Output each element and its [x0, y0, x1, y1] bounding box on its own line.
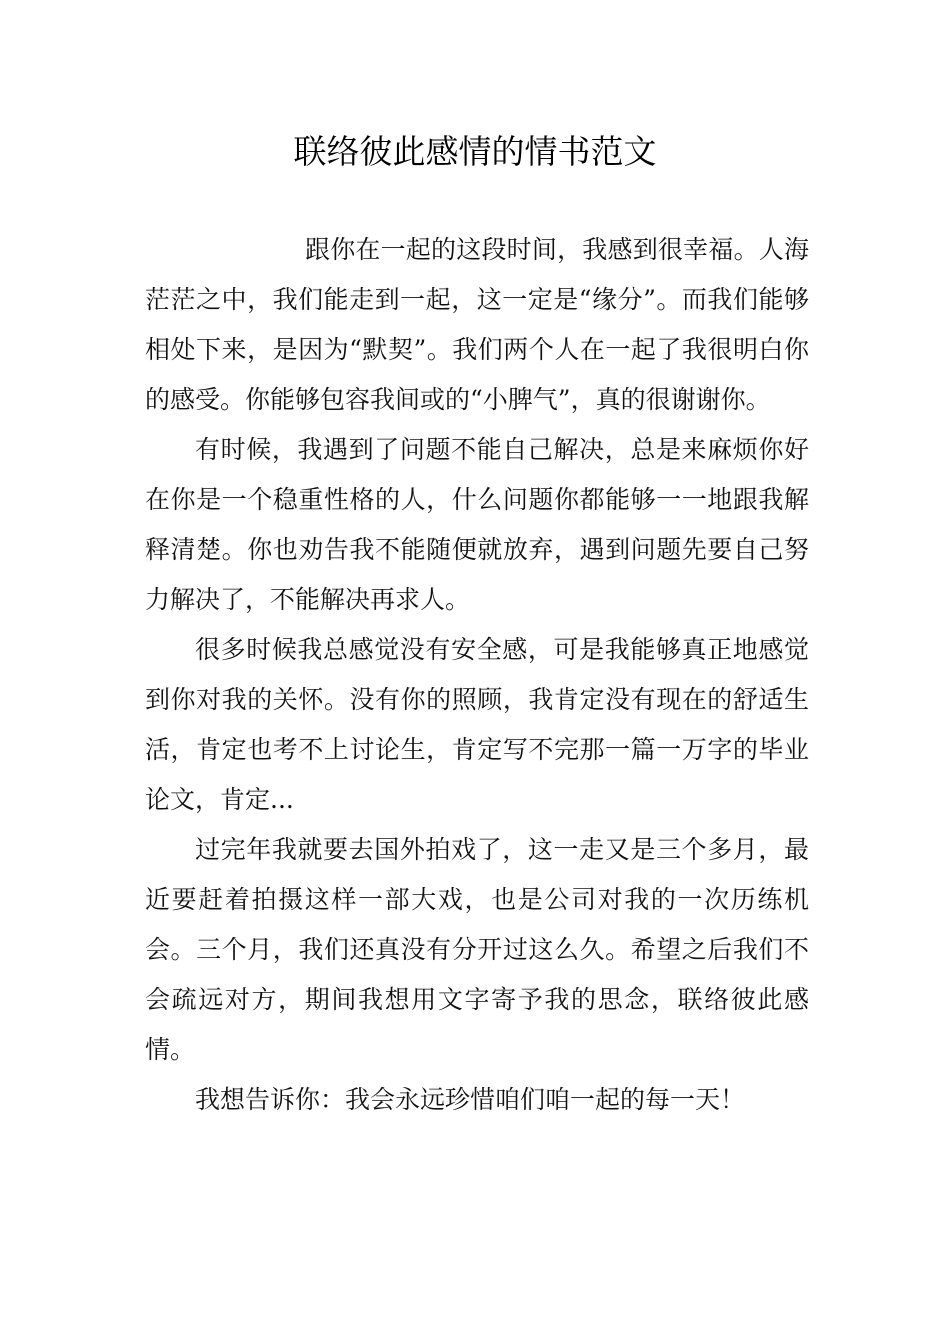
paragraph-2: 有时候，我遇到了问题不能自己解决，总是来麻烦你好在你是一个稳重性格的人，什么问题你都能够一一地跟我解释清楚。你也劝告我不能随便就放弃，遇到问题先要自己努力解决了，不能解决再求人。 [145, 435, 809, 614]
paragraph-5: 我想告诉你：我会永远珍惜咱们咱一起的每一天！ [195, 1085, 746, 1114]
paragraph-3: 很多时候我总感觉没有安全感，可是我能够真正地感觉到你对我的关怀。没有你的照顾，我肯定没有现在的舒适生活，肯定也考不上讨论生，肯定写不完那一篇一万字的毕业论文，肯定... [145, 635, 809, 814]
document-title: 联络彼此感情的情书范文 [293, 132, 657, 171]
document-body [145, 225, 809, 1125]
paragraph-4: 过完年我就要去国外拍戏了，这一走又是三个多月，最近要赶着拍摄这样一部大戏，也是公司对我的一次历练机会。三个月，我们还真没有分开过这么久。希望之后我们不会疏远对方，期间我想用文字寄予我的思念，联络彼此感情。 [145, 835, 809, 1064]
paragraph-1: 跟你在一起的这段时间，我感到很幸福。人海茫茫之中，我们能走到一起，这一定是“缘分”。而我们能够相处下来，是因为“默契”。我们两个人在一起了我很明白你的感受。你能够包容我间或的“小脾气”，真的很谢谢你。 [145, 235, 809, 414]
